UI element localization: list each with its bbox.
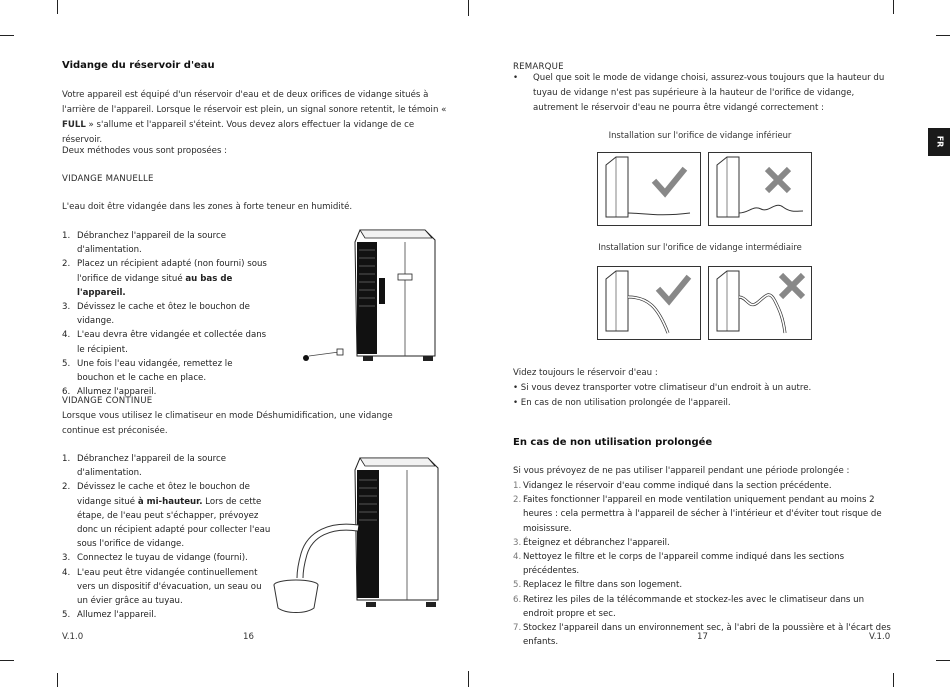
step-number: 1. (62, 454, 71, 464)
manual-drain-note: L'eau doit être vidangée dans les zones à forte teneur en humidité. (62, 202, 353, 212)
step-text: Allumez l'appareil. (77, 387, 157, 398)
portable-ac-manual-drain-illustration (295, 218, 445, 368)
crop-mark (0, 660, 14, 661)
step-number: 5. (62, 358, 71, 369)
step-text: Faites fonctionner l'appareil en mode ventilation uniquement pendant au moins 2 heures : cela permettra à l'appareil de sécher à l'intérieur et d'éviter tout risque de moisissure. (523, 495, 882, 534)
continuous-drain-note: Lorsque vous utilisez le climatiseur en mode Déshumidification, une vidange continue est préconisée. (62, 411, 393, 436)
crop-mark (893, 0, 894, 14)
step-number: 5. (513, 580, 522, 591)
list-item (62, 551, 274, 565)
drain-correct-illustration (598, 153, 700, 225)
list-item (513, 593, 891, 621)
crop-mark (893, 673, 894, 687)
drain-correct-illustration (598, 267, 700, 339)
intro-text-end: » s'allume et l'appareil s'éteint. Vous devez alors effectuer la vidange de ce réservoir. (62, 120, 415, 145)
language-tab-label: FR (935, 135, 945, 148)
list-item (62, 300, 272, 328)
crop-mark (57, 0, 58, 14)
manual-steps-list (62, 229, 272, 399)
footer-version-right: V.1.0 (869, 632, 891, 642)
crop-mark (468, 0, 469, 16)
long-term-storage-heading: En cas de non utilisation prolongée (513, 437, 713, 448)
step-text: Débranchez l'appareil de la source d'alimentation. (77, 231, 227, 256)
empty-tank-item: • En cas de non utilisation prolongée de l'appareil. (513, 398, 731, 408)
step-text: Vidangez le réservoir d'eau comme indiqué dans la section précédente. (523, 481, 832, 491)
drain-incorrect-illustration (709, 153, 811, 225)
list-item (513, 536, 891, 550)
remark-text: Quel que soit le mode de vidange choisi, assurez-vous toujours que la hauteur du tuyau de vidange n'est pas supérieure à la hauteur de l'orifice de vidange, autrement le réservoir d'eau ne pourra être vidangé correctement : (533, 73, 885, 113)
step-text: Allumez l'appareil. (77, 610, 157, 621)
step-text-end: Lors de cette étape, de l'eau peut s'échapper, prévoyez donc un récipient adapté pour collecter l'eau sous l'orifice de vidange. (77, 496, 271, 550)
remark-heading: REMARQUE (513, 62, 564, 72)
list-item (513, 550, 891, 578)
list-item (62, 480, 274, 551)
manual-drain-heading: VIDANGE MANUELLE (62, 174, 154, 184)
step-number: 6. (513, 594, 522, 605)
step-text: Dévissez le cache et ôtez le bouchon de vidange. (77, 302, 250, 327)
step-text: Une fois l'eau vidangée, remettez le bouchon et le cache en place. (77, 358, 233, 384)
list-item (62, 566, 274, 609)
diagram-lower-correct (597, 152, 701, 226)
step-text: Retirez les piles de la télécommande et stockez-les avec le climatiseur dans un endroit propre et sec. (523, 594, 865, 619)
caption-lower-drain: Installation sur l'orifice de vidange inférieur (608, 130, 792, 140)
methods-text: Deux méthodes vous sont proposées : (62, 146, 228, 156)
step-number: 7. (513, 623, 522, 634)
step-text: Replacez le filtre dans son logement. (523, 580, 683, 591)
long-term-intro: Si vous prévoyez de ne pas utiliser l'appareil pendant une période prolongée : (513, 466, 850, 476)
step-number: 5. (62, 610, 71, 621)
step-text: Dévissez le cache et ôtez le bouchon de vidange situé (77, 482, 250, 507)
crop-mark (0, 35, 14, 36)
step-text: L'eau peut être vidangée continuellement vers un dispositif d'évacuation, un seau ou un évier grâce au tuyau. (77, 567, 262, 607)
list-item (62, 257, 272, 300)
intro-text: Votre appareil est équipé d'un réservoir d'eau et de deux orifices de vidange situés à l'arrière de l'appareil. Lorsque le réservoir est plein, un signal sonore retentit, le témoin « (62, 90, 447, 115)
page-number-left: 16 (243, 632, 254, 642)
crop-mark (468, 671, 469, 687)
crop-mark (936, 35, 950, 36)
step-number: 2. (513, 495, 522, 506)
step-number: 3. (62, 553, 71, 564)
footer-version-left: V.1.0 (62, 632, 84, 642)
list-item (62, 328, 272, 356)
step-number: 1. (62, 231, 71, 241)
step-number: 4. (513, 552, 522, 563)
caption-mid-drain: Installation sur l'orifice de vidange intermédiaire (598, 242, 802, 252)
list-item (513, 479, 891, 493)
drain-incorrect-illustration (709, 267, 811, 339)
step-text: Éteignez et débranchez l'appareil. (523, 537, 670, 548)
step-number: 2. (62, 259, 71, 270)
list-item (62, 229, 272, 257)
portable-ac-continuous-drain-illustration (270, 450, 450, 615)
language-tab (928, 128, 950, 156)
empty-tank-heading: Videz toujours le réservoir d'eau : (513, 368, 658, 378)
continuous-steps-list (62, 452, 274, 622)
step-text: Débranchez l'appareil de la source d'alimentation. (77, 454, 227, 479)
step-text: Nettoyez le filtre et le corps de l'appareil comme indiqué dans les sections précédentes. (523, 552, 845, 577)
page-title: Vidange du réservoir d'eau (62, 60, 215, 71)
step-text: L'eau devra être vidangée et collectée dans le récipient. (77, 330, 267, 355)
step-number: 2. (62, 482, 71, 493)
step-number: 4. (62, 567, 71, 578)
list-item (62, 608, 274, 622)
crop-mark (57, 673, 58, 687)
step-bold: à mi-hauteur. (137, 496, 203, 507)
step-number: 6. (62, 387, 71, 398)
step-text: Stockez l'appareil dans un environnement sec, à l'abri de la poussière et à l'écart des enfants. (523, 623, 891, 648)
list-item (62, 452, 274, 480)
step-number: 1. (513, 481, 522, 491)
continuous-drain-heading: VIDANGE CONTINUE (62, 396, 153, 406)
step-text: Connectez le tuyau de vidange (fourni). (77, 553, 248, 564)
diagram-mid-incorrect (708, 266, 812, 340)
list-item (62, 357, 272, 385)
step-text: Placez un récipient adapté (non fourni) sous l'orifice de vidange situé (77, 259, 267, 284)
step-number: 3. (62, 302, 71, 313)
list-item (513, 578, 891, 592)
remark-bullet: • (513, 73, 519, 83)
intro-paragraph (62, 88, 447, 148)
empty-tank-item: • Si vous devez transporter votre climatiseur d'un endroit à un autre. (513, 383, 812, 393)
list-item (513, 493, 891, 536)
full-indicator: FULL (62, 120, 86, 130)
step-number: 3. (513, 537, 522, 548)
long-term-steps-list (513, 479, 891, 649)
diagram-lower-incorrect (708, 152, 812, 226)
crop-mark (936, 660, 950, 661)
step-bold: au bas de l'appareil. (77, 273, 233, 298)
step-number: 4. (62, 330, 71, 341)
page-number-right: 17 (697, 632, 708, 642)
diagram-mid-correct (597, 266, 701, 340)
